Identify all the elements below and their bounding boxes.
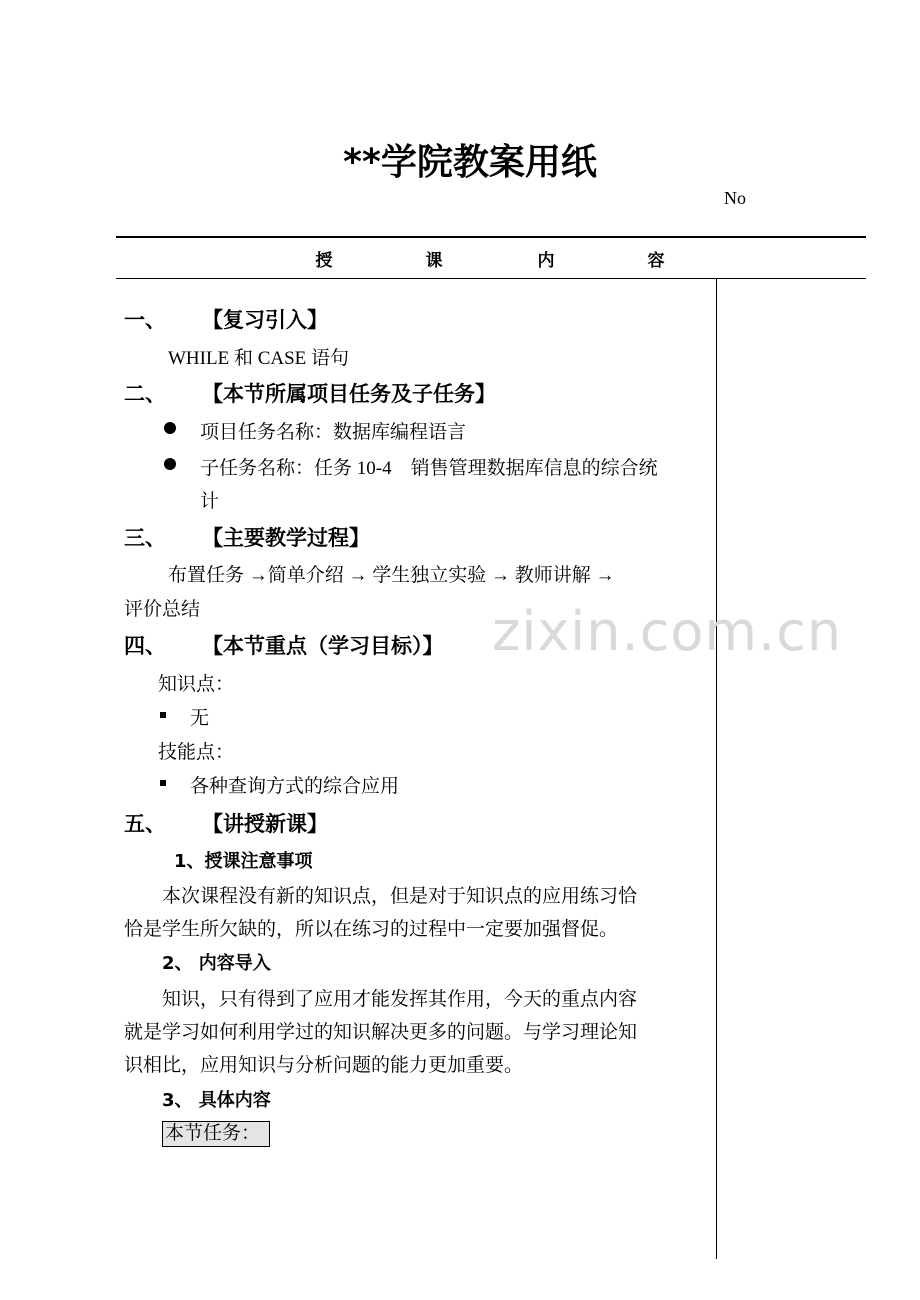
table-header-cell: 内 — [537, 251, 555, 271]
review-text: WHILE 和 CASE 语句 — [168, 348, 350, 369]
bullet-dot-icon — [164, 458, 176, 470]
section-heading-review — [124, 304, 328, 334]
subtask-name-continued: 计 — [200, 491, 220, 512]
skill-label: 技能点： — [158, 742, 235, 763]
intro-paragraph-line-2: 就是学习如何利用学过的知识解决更多的问题。与学习理论知 — [124, 1022, 638, 1043]
bullet-dot-icon — [164, 422, 176, 434]
skill-item: 各种查询方式的综合应用 — [190, 776, 400, 797]
table-column-divider — [716, 279, 717, 1259]
section-heading-new-lesson — [124, 808, 328, 838]
section-heading-key-points — [124, 630, 444, 660]
notes-paragraph-line-1: 本次课程没有新的知识点，但是对于知识点的应用练习恰 — [162, 886, 638, 907]
process-line-1: 布置任务 →简单介绍 → 学生独立实验 → 教师讲解 → — [168, 565, 615, 586]
table-header-cell: 容 — [647, 251, 665, 271]
section-number: 一、 — [124, 308, 166, 332]
table-top-rule — [116, 236, 866, 238]
table-header-cell: 课 — [425, 251, 443, 271]
section-heading-project — [124, 378, 496, 408]
subheading-intro: 2、 内容导入 — [162, 953, 271, 974]
section-title: 【本节所属项目任务及子任务】 — [202, 382, 496, 406]
task-box: 本节任务： — [162, 1121, 270, 1147]
section-number: 四、 — [124, 634, 166, 658]
section-title: 【主要教学过程】 — [202, 526, 370, 550]
project-task-name: 项目任务名称：数据库编程语言 — [200, 422, 467, 443]
section-number: 五、 — [124, 812, 166, 836]
section-heading-process — [124, 522, 370, 552]
section-number: 二、 — [124, 382, 166, 406]
section-title: 【复习引入】 — [202, 308, 328, 332]
knowledge-item: 无 — [190, 708, 210, 729]
section-title: 【讲授新课】 — [202, 812, 328, 836]
subheading-notes: 1、授课注意事项 — [174, 851, 313, 872]
table-header-cell: 授 — [315, 251, 333, 271]
table-header-rule — [116, 278, 866, 279]
knowledge-label: 知识点： — [158, 674, 235, 695]
intro-paragraph-line-1: 知识，只有得到了应用才能发挥其作用，今天的重点内容 — [162, 989, 638, 1010]
subtask-name: 子任务名称：任务 10-4 销售管理数据库信息的综合统 — [200, 458, 658, 479]
section-title: 【本节重点（学习目标）】 — [202, 634, 444, 658]
process-line-2: 评价总结 — [124, 599, 201, 620]
subheading-content: 3、 具体内容 — [162, 1090, 271, 1111]
intro-paragraph-line-3: 识相比，应用知识与分析问题的能力更加重要。 — [124, 1055, 524, 1076]
square-bullet-icon — [160, 712, 166, 718]
section-number: 三、 — [124, 526, 166, 550]
watermark: zixin.com.cn — [492, 600, 843, 663]
notes-paragraph-line-2: 恰是学生所欠缺的，所以在练习的过程中一定要加强督促。 — [124, 919, 619, 940]
page-title: **学院教案用纸 — [343, 142, 597, 183]
number-label: No — [724, 188, 746, 208]
square-bullet-icon — [160, 780, 166, 786]
